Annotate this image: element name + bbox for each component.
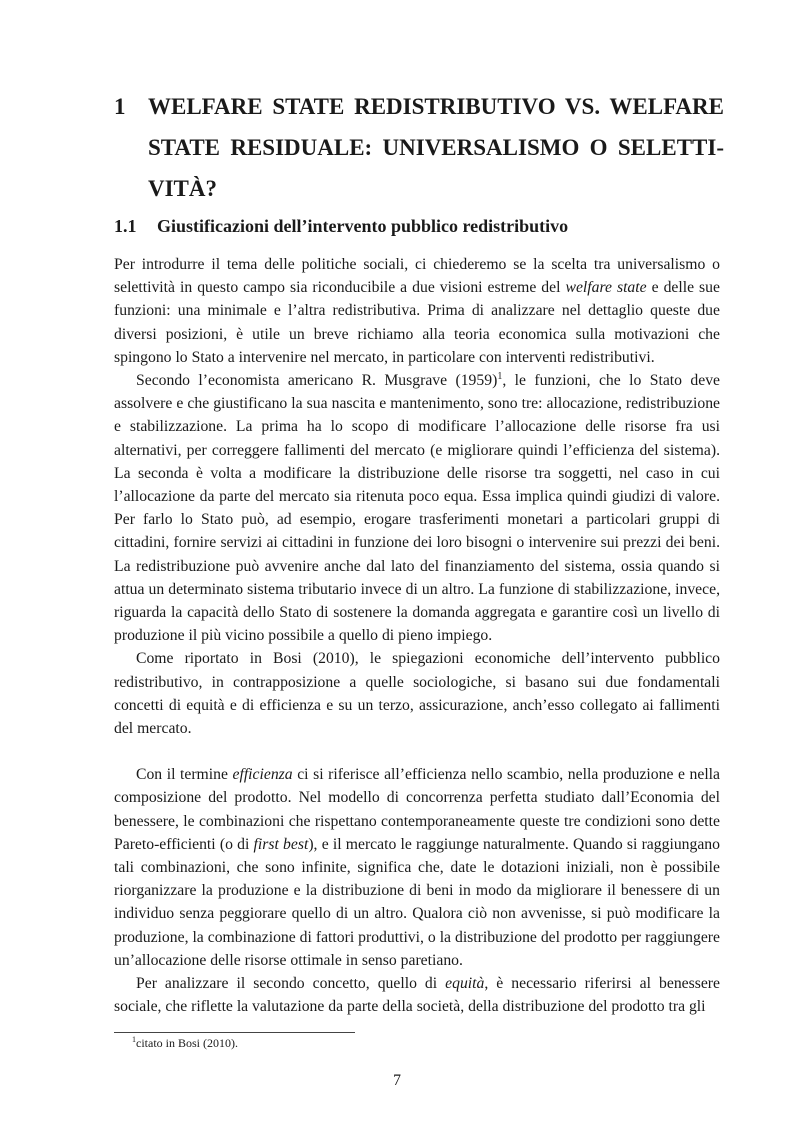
footnote: [132, 1036, 712, 1050]
paragraph-4-text-c: ), e il mercato le raggiunge naturalmente. Quando si raggiungano tali combinazioni, che sono infinite, significa che, date le dotazioni iniziali, non è possibile riorganizzare la produzione e la distribuzione di beni in modo da migliorare il benessere di un individuo senza peggiorare quello di un altro. Qualora ciò non avvenisse, si può modificare la produzione, la combinazione di fattori produttivi, o la distribuzione del prodotto per raggiungere un’allocazione delle risorse ottimale in senso paretiano.: [114, 835, 720, 969]
paragraph-1: [114, 253, 720, 369]
footnote-text: citato in Bosi (2010).: [136, 1036, 238, 1050]
footnote-reference[interactable]: 1: [497, 370, 503, 382]
chapter-heading: [114, 86, 724, 209]
paragraph-4-text-b: ci si riferisce all’efficienza nello scambio, nella produzione e nella composizione del prodotto. Nel modello di concorrenza perfetta studiato dall’Economia del benessere, le combinazioni che rispettano contemporaneamente queste tre condizioni sono dette Pareto-efficienti (o di: [114, 766, 721, 853]
body-text: [114, 253, 720, 1019]
paragraph-2-text-b: , le funzioni, che lo Stato deve assolvere e che giustificano la sua nascita e mantenimento, sono tre: allocazione, redistribuzione e stabilizzazione. La prima ha lo scopo di modificare l’allocazione delle risorse fra usi alternativi, per correggere fallimenti del mercato (e migliorare quindi l’efficienza del sistema). La seconda è volta a modificare la distribuzione delle risorse tra soggetti, nel caso in cui l’allocazione da parte del mercato sia ritenuta poco equa. Essa implica quindi giudizi di valore. Per farlo lo Stato può, ad esempio, erogare trasferimenti monetari a particolari gruppi di cittadini, fornire servizi ai cittadini in funzione dei loro bisogni o intervenire sui prezzi dei beni. La redistribuzione può avvenire anche dal lato del finanziamento del sistema, ossia quando si attua un determinato sistema tributario invece di un altro. La funzione di stabilizzazione, invece, riguarda la capacità dello Stato di sostenere la domanda aggregata e garantire così un livello di produzione il più vicino possibile a quello di pieno impiego.: [114, 372, 721, 645]
paragraph-1-text-b: e delle sue funzioni: una minimale e l’altra redistributiva. Prima di analizzare nel dettaglio queste due diversi posizioni, è utile un breve richiamo alla teoria economica sulla motivazioni che spingono lo Stato a intervenire nel mercato, in particolare con interventi redistributivi.: [114, 279, 720, 366]
paragraph-1-italic: welfare state: [565, 279, 647, 297]
paragraph-4-italic-2: first best: [253, 835, 309, 853]
paragraph-4: [114, 763, 720, 972]
paragraph-5: [114, 972, 720, 1018]
paragraph-5-italic: equità: [445, 975, 485, 993]
section-number: 1.1: [114, 216, 137, 236]
paragraph-3: Come riportato in Bosi (2010), le spiegazioni economiche dell’intervento pubblico redistributivo, in contrapposizione a quelle sociologiche, si basano sui due fondamentali concetti di equità e di efficienza e su un terzo, assicurazione, anch’esso collegato ai fallimenti del mercato.: [114, 650, 720, 738]
paragraph-5-text-b: , è necessario riferirsi al benessere sociale, che riflette la valutazione da parte della società, della distribuzione del prodotto tra gli: [114, 975, 720, 1016]
paragraph-2-text-a: Secondo l’economista americano R. Musgrave (1959): [136, 372, 498, 390]
paragraph-1-text-a: Per introdurre il tema delle politiche sociali, ci chiederemo se la scelta tra universalismo o selettività in questo campo sia riconducibile a due visioni estreme del: [114, 256, 720, 297]
section-title: Giustificazioni dell’intervento pubblico redistributivo: [157, 216, 569, 236]
page-number: 7: [393, 1072, 401, 1089]
paragraph-4-italic-1: efficienza: [232, 766, 293, 784]
footnote-mark: 1: [132, 1035, 136, 1044]
paragraph-2: [114, 369, 720, 647]
footnote-divider: [114, 1032, 355, 1033]
paragraph-5-text-a: Per analizzare il secondo concetto, quello di: [136, 975, 446, 993]
section-heading: [114, 213, 720, 239]
chapter-number: 1: [114, 94, 126, 119]
paragraph-4-text-a: Con il termine: [136, 766, 233, 784]
chapter-title: WELFARE STATE REDISTRIBUTIVO VS. WELFARE STATE RESIDUALE: UNIVERSALISMO O SELETTI-VITÀ?: [148, 94, 724, 201]
